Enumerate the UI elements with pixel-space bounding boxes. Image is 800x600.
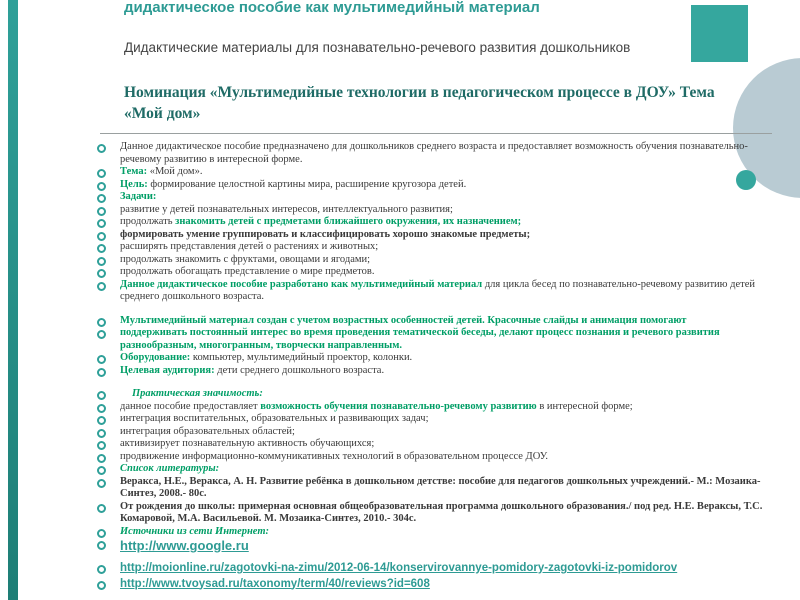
bullet-item [97,476,773,501]
bullet-text [120,229,773,242]
bullet-item [97,438,773,451]
text-segment: расширять представления детей о растениях и животных; [120,241,379,252]
text-segment: поддерживать постоянный интерес во время проведения тематической беседы, делают процесс познания и речевого развития разнообразным, многогранным, творчески направленным. [120,327,720,351]
bullet-item [97,365,773,378]
bullet-item [97,141,773,166]
bullet-item [97,279,773,304]
bullet-ring-icon [97,404,106,413]
bullet-ring-icon [97,565,106,574]
bullet-text [120,451,773,464]
bullet-text [120,204,773,217]
bullet-ring-icon [97,207,106,216]
bullet-item [97,254,773,267]
bullet-item [97,229,773,242]
text-segment: продолжать знакомить с фруктами, овощами и ягодами; [120,253,371,265]
bullet-text [120,401,773,414]
text-segment: Данное дидактическое пособие разработано как мультимедийный материал [120,278,485,290]
bullet-ring-icon [97,355,106,364]
bullet-ring-icon [97,429,106,438]
bullet-ring-icon [97,194,106,203]
hyperlink[interactable] [120,562,773,576]
bullet-text [120,166,773,179]
slide-subtitle: Дидактические материалы для познавательно-речевого развития дошкольников [124,40,631,55]
text-segment: Мультимедийный материал создан с учетом возрастных особенностей детей. Красочные слайды и анимация помогают [120,314,687,326]
bullet-text [120,254,773,267]
bullet-text [120,241,773,254]
bullet-text [120,266,773,279]
link-text[interactable]: http://www.tvoysad.ru/taxonomy/term/40/reviews?id=608 [120,577,430,590]
bullet-text [120,191,773,204]
text-segment: возможность обучения познавательно-речевому развитию [260,400,540,412]
text-segment: Источники из сети Интернет: [120,525,269,537]
bullet-item [97,315,773,328]
bullet-text [120,476,773,501]
bullet-ring-icon [97,244,106,253]
link-text[interactable]: http://www.google.ru [120,538,249,553]
text-segment: знакомить детей с предметами ближайшего окружения, их назначением; [175,216,522,227]
bullet-ring-icon [97,318,106,327]
bullet-text [120,463,773,476]
text-segment: продолжать [120,216,176,227]
text-segment: Веракса, Н.Е., Веракса, А. Н. Развитие ребёнка в дошкольном детстве: пособие для педагогов дошкольных учреждений.- М.: Мозаика-Синтез, 2008.- 80с. [120,475,761,499]
text-segment: «Мой дом». [147,166,203,177]
bullet-ring-icon [97,391,106,400]
bullet-text [120,315,773,328]
text-segment: продолжать обогащать представление о мире предметов. [120,266,375,277]
bullet-ring-icon [97,479,106,488]
bullet-ring-icon [97,182,106,191]
bullet-text [120,216,773,229]
text-segment: данное пособие предоставляет [120,400,261,412]
text-segment: формировать умение группировать и классифицировать хорошо знакомые предметы; [120,228,531,240]
text-segment: Целевая аудитория: [120,364,215,376]
bullet-text [120,438,773,451]
text-segment: компьютер, мультимедийный проектор, колонки. [190,352,413,363]
text-segment: интеграция воспитательных, образовательных и развивающих задач; [120,413,429,424]
nomination-heading: Номинация «Мультимедийные технологии в педагогическом процессе в ДОУ» Тема «Мой дом» [124,84,715,122]
bullet-text [120,141,773,166]
bullet-list [97,141,773,591]
bullet-ring-icon [97,144,106,153]
bullet-ring-icon [97,466,106,475]
text-segment: интеграция образовательных областей; [120,425,295,437]
bullet-item [97,501,773,526]
bullet-ring-icon [97,454,106,463]
bullet-ring-icon [97,416,106,425]
bullet-ring-icon [97,219,106,228]
bullet-ring-icon [97,232,106,241]
text-segment: формирование целостной картины мира, расширение кругозора детей. [147,178,467,190]
bullet-text [120,388,773,401]
link-item [97,562,773,576]
link-item [97,578,773,592]
text-segment: Оборудование: [120,352,191,363]
slide-title: дидактическое пособие как мультимедийный материал [124,0,540,16]
bullet-ring-icon [97,330,106,339]
bullet-text [120,179,773,192]
bullet-item [97,327,773,352]
text-segment: Практическая значимость: [132,388,263,399]
bullet-ring-icon [97,368,106,377]
bullet-item [97,204,773,217]
bullet-text [120,426,773,439]
bullet-ring-icon [97,541,106,550]
bullet-item [97,401,773,414]
text-segment: дети среднего дошкольного возраста. [214,364,385,376]
bullet-item [97,451,773,464]
text-segment: Тема: [120,166,148,177]
bullet-item [97,413,773,426]
text-segment: Данное дидактическое пособие предназначено для дошкольников среднего возраста и предоставляет возможность обучения познавательно-речевому развитию в интересной форме. [120,141,748,165]
hyperlink[interactable] [120,578,773,592]
text-segment: продвижение информационно-коммуникативных технологий в образовательном процессе ДОУ. [120,450,549,462]
bullet-ring-icon [97,441,106,450]
bullet-item [97,526,773,539]
bullet-text [120,501,773,526]
header-divider [100,133,772,134]
bullet-ring-icon [97,257,106,266]
bullet-item [97,241,773,254]
text-segment: активизирует познавательную активность обучающихся; [120,438,375,449]
text-segment: Список литературы: [120,463,220,474]
bullet-item [97,352,773,365]
slide-header [124,0,774,124]
hyperlink[interactable] [120,538,773,554]
link-item [97,538,773,554]
bullet-ring-icon [97,169,106,178]
bullet-text [120,413,773,426]
bullet-text [120,365,773,378]
link-text[interactable]: http://moionline.ru/zagotovki-na-zimu/2012-06-14/konservirovannye-pomidory-zagotovki-iz-pomidorov [120,562,678,574]
bullet-item [97,166,773,179]
bullet-item [97,266,773,279]
text-segment: в интересной форме; [539,400,633,412]
bullet-item [97,388,773,401]
text-segment: развитие у детей познавательных интересов, интеллектуального развития; [120,203,453,215]
text-segment: Цель: [120,178,148,190]
bullet-item [97,191,773,204]
text-segment: для цикла бесед по познавательно-речевому развитию детей среднего дошкольного возраста. [120,278,756,302]
bullet-ring-icon [97,269,106,278]
bullet-text [120,279,773,304]
bullet-item [97,426,773,439]
bullet-ring-icon [97,529,106,538]
text-segment: Задачи: [120,191,157,202]
bullet-ring-icon [97,581,106,590]
bullet-ring-icon [97,504,106,513]
left-accent-bar [8,0,18,600]
bullet-item [97,463,773,476]
bullet-text [120,327,773,352]
bullet-text [120,352,773,365]
bullet-text [120,526,773,539]
bullet-item [97,216,773,229]
bullet-item [97,179,773,192]
text-segment: От рождения до школы: примерная основная общеобразовательная программа дошкольного образования./ под ред. Н.Е. Вераксы, Т.С. Комаровой, М.А. Васильевой. М. Мозаика-Синтез, 2010.- 304с. [120,500,763,524]
bullet-ring-icon [97,282,106,291]
